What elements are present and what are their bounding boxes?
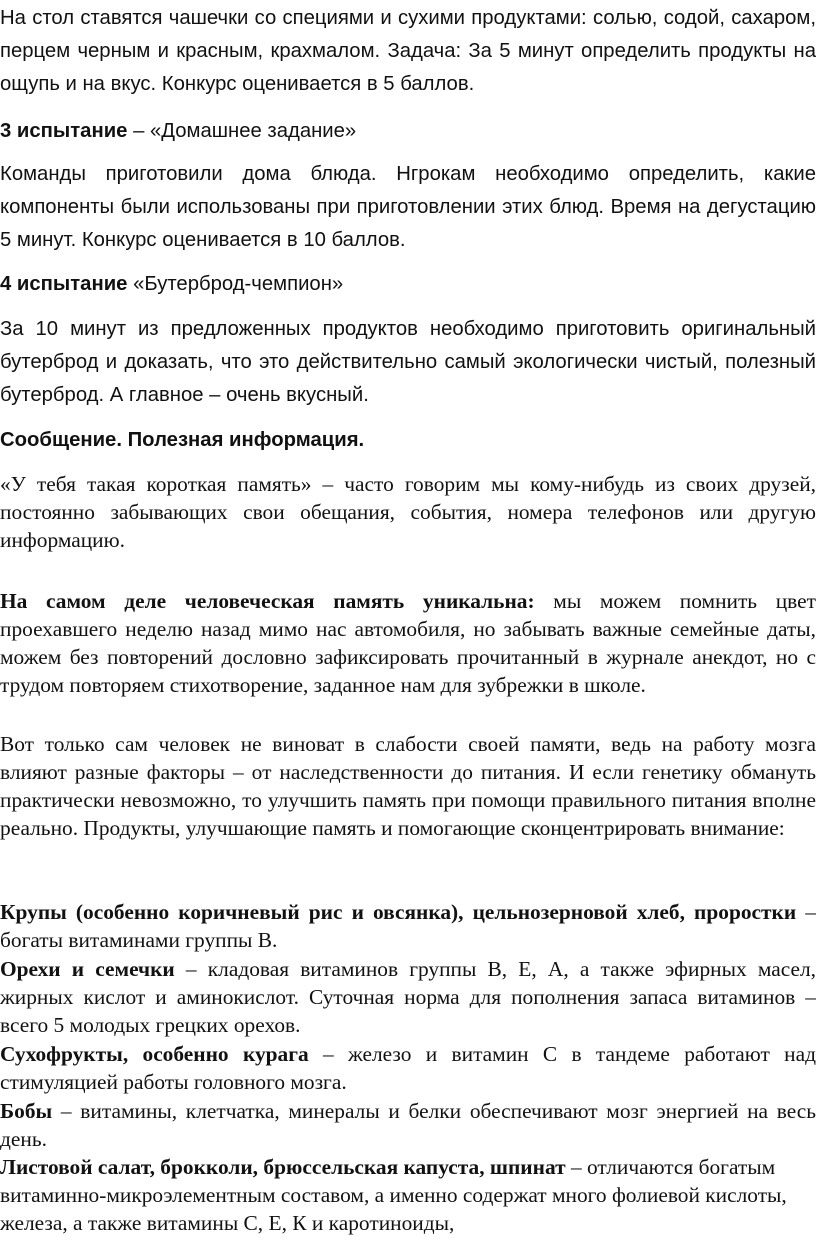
food-item-bold: Листовой салат, брокколи, брюссельская капуста, шпинат [0, 1155, 566, 1179]
memory-quote-paragraph: «У тебя такая короткая память» – часто говорим мы кому-нибудь из своих друзей, постоянно забывающих свои обещания, события, номера телефонов или другую информацию. [0, 472, 816, 552]
test3-title: – «Домашнее задание» [127, 120, 357, 142]
food-item [0, 898, 816, 954]
food-item-text: – богаты витаминами группы В. [0, 900, 816, 952]
test3-heading: 3 испытание [0, 120, 128, 142]
message-heading [0, 424, 816, 457]
food-item [0, 1153, 790, 1237]
food-item-text: – витамины, клетчатка, минералы и белки обеспечивают мозг энергией на весь день. [0, 1099, 816, 1151]
test4-body: За 10 минут из предложенных продуктов необходимо приготовить оригинальный бутерброд и доказать, что это действительно самый экологически чистый, полезный бутерброд. А главное – очень вкусный. [0, 318, 816, 406]
contest-intro-paragraph: На стол ставятся чашечки со специями и сухими продуктами: солью, содой, сахаром, перцем черным и красным, крахмалом. Задача: За 5 минут определить продукты на ощупь и на вкус. Конкурс оценивается в 5 баллов. [0, 7, 816, 95]
memory-unique-text: мы можем помнить цвет проехавшего неделю назад мимо нас автомобиля, но забывать важные семейные даты, можем без повторений дословно зафиксировать прочитанный в журнале анекдот, но с трудом повторяем стихотворение, заданное нам для зубрежки в школе. [0, 589, 816, 697]
food-item-bold: Крупы (особенно коричневый рис и овсянка), цельнозерновой хлеб, проростки [0, 900, 797, 924]
memory-unique-bold: На самом деле человеческая память уникальна: [0, 589, 535, 613]
food-item-bold: Сухофрукты, особенно курага [0, 1042, 309, 1066]
test3-heading-line [0, 115, 816, 148]
food-item [0, 1097, 816, 1153]
test3-body: Команды приготовили дома блюда. Нгрокам необходимо определить, какие компоненты были использованы при приготовлении этих блюд. Время на дегустацию 5 минут. Конкурс оценивается в 10 баллов. [0, 163, 816, 251]
food-item [0, 955, 816, 1039]
memory-unique-paragraph [0, 587, 816, 699]
test4-title: «Бутерброд-чемпион» [127, 273, 344, 295]
food-item-text: – железо и витамин С в тандеме работают над стимуляцией работы головного мозга. [0, 1042, 816, 1094]
food-item-bold: Бобы [0, 1099, 53, 1123]
memory-factors-paragraph: Вот только сам человек не виноват в слабости своей памяти, ведь на работу мозга влияют разные факторы – от наследственности до питания. И если генетику обмануть практически невозможно, то улучшить память при помощи правильного питания вполне реально. Продукты, улучшающие память и помогающие сконцентрировать внимание: [0, 732, 816, 840]
food-item [0, 1040, 816, 1096]
food-item-bold: Орехи и семечки [0, 957, 175, 981]
food-item-text: – кладовая витаминов группы В, Е, А, а также эфирных масел, жирных кислот и аминокислот. Суточная норма для пополнения запаса витаминов – всего 5 молодых грецких орехов. [0, 957, 816, 1037]
food-item-text: – отличаются богатым витаминно-микроэлементным составом, а именно содержат много фолиевой кислоты, железа, а также витамины С, Е, К и каротиноиды, [0, 1155, 787, 1235]
message-heading-text: Сообщение. Полезная информация. [0, 429, 365, 451]
test4-heading-line [0, 268, 816, 301]
test4-heading: 4 испытание [0, 273, 128, 295]
